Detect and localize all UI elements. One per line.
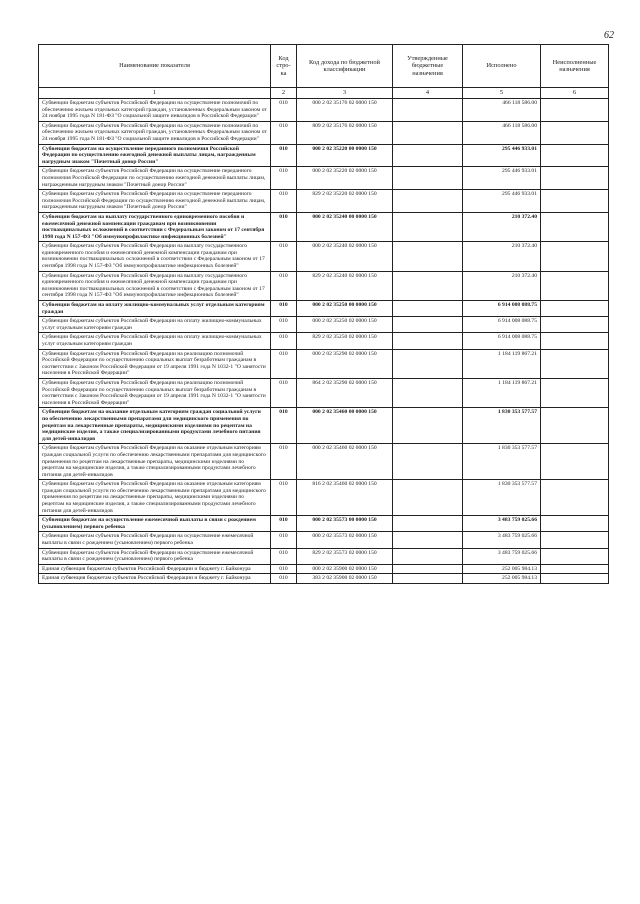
table-row: [39, 574, 609, 584]
row-income-code: 000 2 02 35290 02 0000 150: [297, 349, 393, 378]
row-executed: 6 914 008 088.75: [463, 333, 541, 349]
column-number: 3: [297, 88, 393, 99]
row-approved: [393, 564, 463, 574]
row-executed: 1 830 353 577.57: [463, 408, 541, 444]
row-unexecuted: [541, 167, 609, 190]
row-unexecuted: [541, 121, 609, 144]
table-row: [39, 242, 609, 271]
row-line-code: 010: [271, 378, 297, 407]
row-income-code: 829 2 02 35250 02 0000 150: [297, 333, 393, 349]
row-income-code: 383 2 02 35900 02 0000 150: [297, 574, 393, 584]
row-name: Субвенции бюджетам субъектов Российской Федерации на выплату государственного единовременного пособия и ежемесячной денежной компенсации гражданам при возникновении поствакцинальных осложнений в соответствии с Федеральным законом от 17 сентября 1998 года N 157-ФЗ "Об иммунопрофилактике инфекционных болезней": [39, 242, 271, 271]
row-approved: [393, 480, 463, 516]
table-body: [39, 99, 609, 584]
row-name: Субвенции бюджетам субъектов Российской Федерации на осуществление переданного полномочия Российской Федерации по осуществлению ежегодной денежной выплаты лицам, награжденным нагрудным знаком "Почетный донор России": [39, 167, 271, 190]
table-row: [39, 444, 609, 480]
table-row: [39, 301, 609, 317]
row-approved: [393, 532, 463, 548]
row-approved: [393, 301, 463, 317]
row-income-code: 000 2 02 35460 02 0000 150: [297, 444, 393, 480]
row-line-code: 010: [271, 301, 297, 317]
row-income-code: 000 2 02 35220 02 0000 150: [297, 167, 393, 190]
row-line-code: 010: [271, 271, 297, 300]
row-executed: 466 118 586.00: [463, 99, 541, 122]
row-line-code: 010: [271, 408, 297, 444]
row-name: Субвенции бюджетам субъектов Российской Федерации на оказание отдельным категориям граждан социальной услуги по обеспечению лекарственными препаратами для медицинского применения по рецептам на лекарственные препараты, медицинскими изделиями по рецептам на медицинские изделия, а также специализированными продуктами лечебного питания для детей-инвалидов: [39, 480, 271, 516]
row-name: Субвенции бюджетам субъектов Российской Федерации на реализацию полномочий Российской Федерации по осуществлению социальных выплат безработным гражданам в соответствии с Законом Российской Федерации от 19 апреля 1991 года N 1032-1 "О занятости населения в Российской Федерации": [39, 378, 271, 407]
row-unexecuted: [541, 333, 609, 349]
table-row: [39, 212, 609, 241]
header-name: Наименование показателя: [39, 45, 271, 88]
row-unexecuted: [541, 480, 609, 516]
row-executed: 1 830 353 577.57: [463, 480, 541, 516]
row-unexecuted: [541, 564, 609, 574]
row-executed: 1 184 119 867.21: [463, 349, 541, 378]
row-name: Субвенции бюджетам на осуществление ежемесячной выплаты в связи с рождением (усыновлением) первого ребенка: [39, 516, 271, 532]
table-header-row: [39, 45, 609, 88]
table-row: [39, 333, 609, 349]
row-executed: 210 372.40: [463, 212, 541, 241]
row-name: Субвенции бюджетам субъектов Российской Федерации на оказание отдельным категориям граждан социальной услуги по обеспечению лекарственными препаратами для медицинского применения по рецептам на лекарственные препараты, медицинскими изделиями по рецептам на медицинские изделия, а также специализированными продуктами лечебного питания для детей-инвалидов: [39, 444, 271, 480]
table-row: [39, 190, 609, 213]
header-approved: Утвержденные бюджетные назначения: [393, 45, 463, 88]
row-approved: [393, 444, 463, 480]
row-name: Субвенции бюджетам субъектов Российской Федерации на осуществление полномочий по обеспечению жильем отдельных категорий граждан, установленных Федеральным законом от 24 ноября 1995 года N 181-ФЗ "О социальной защите инвалидов в Российской Федерации": [39, 121, 271, 144]
row-name: Субвенции бюджетам субъектов Российской Федерации на реализацию полномочий Российской Федерации по осуществлению социальных выплат безработным гражданам в соответствии с Законом Российской Федерации от 19 апреля 1991 года N 1032-1 "О занятости населения в Российской Федерации": [39, 349, 271, 378]
row-income-code: 829 2 02 35220 02 0000 150: [297, 190, 393, 213]
row-approved: [393, 317, 463, 333]
row-executed: 295 446 933.01: [463, 167, 541, 190]
table-row: [39, 378, 609, 407]
row-executed: 6 914 008 088.75: [463, 317, 541, 333]
row-unexecuted: [541, 378, 609, 407]
row-income-code: 000 2 02 35900 02 0000 150: [297, 564, 393, 574]
column-number: 2: [271, 88, 297, 99]
row-approved: [393, 378, 463, 407]
column-number: 5: [463, 88, 541, 99]
row-unexecuted: [541, 548, 609, 564]
header-executed: Исполнено: [463, 45, 541, 88]
row-approved: [393, 242, 463, 271]
row-line-code: 010: [271, 212, 297, 241]
row-line-code: 010: [271, 444, 297, 480]
row-income-code: 000 2 02 35240 02 0000 150: [297, 242, 393, 271]
row-line-code: 010: [271, 167, 297, 190]
row-income-code: 000 2 02 35250 00 0000 150: [297, 301, 393, 317]
table-row: [39, 548, 609, 564]
row-approved: [393, 349, 463, 378]
row-line-code: 010: [271, 532, 297, 548]
row-executed: 252 005 984.13: [463, 574, 541, 584]
row-approved: [393, 212, 463, 241]
row-executed: 252 005 984.13: [463, 564, 541, 574]
header-code: Код стро-ка: [271, 45, 297, 88]
row-unexecuted: [541, 574, 609, 584]
row-income-code: 829 2 02 35573 02 0000 150: [297, 548, 393, 564]
row-line-code: 010: [271, 516, 297, 532]
column-number: 4: [393, 88, 463, 99]
row-line-code: 010: [271, 242, 297, 271]
table-row: [39, 516, 609, 532]
row-name: Субвенции бюджетам на выплату государственного единовременного пособия и ежемесячной денежной компенсации гражданам при возникновении поствакцинальных осложнений в соответствии с Федеральным законом от 17 сентября 1998 года N 157-ФЗ "Об иммунопрофилактике инфекционных болезней": [39, 212, 271, 241]
table-row: [39, 408, 609, 444]
row-unexecuted: [541, 144, 609, 167]
row-approved: [393, 333, 463, 349]
row-line-code: 010: [271, 333, 297, 349]
table-row: [39, 532, 609, 548]
row-executed: 295 446 933.01: [463, 144, 541, 167]
row-unexecuted: [541, 301, 609, 317]
row-unexecuted: [541, 190, 609, 213]
row-name: Единая субвенция бюджетам субъектов Российской Федерации и бюджету г. Байконура: [39, 564, 271, 574]
row-line-code: 010: [271, 121, 297, 144]
row-line-code: 010: [271, 574, 297, 584]
row-approved: [393, 99, 463, 122]
column-number: 1: [39, 88, 271, 99]
row-name: Единая субвенция бюджетам субъектов Российской Федерации и бюджету г. Байконура: [39, 574, 271, 584]
row-line-code: 010: [271, 564, 297, 574]
row-line-code: 010: [271, 349, 297, 378]
column-number-row: [39, 88, 609, 99]
row-name: Субвенции бюджетам на оплату жилищно-коммунальных услуг отдельным категориям граждан: [39, 301, 271, 317]
row-name: Субвенции бюджетам субъектов Российской Федерации на осуществление ежемесячной выплаты в связи с рождением (усыновлением) первого ребенка: [39, 532, 271, 548]
table-row: [39, 271, 609, 300]
row-approved: [393, 271, 463, 300]
column-number: 6: [541, 88, 609, 99]
row-income-code: 000 2 02 35460 00 0000 150: [297, 408, 393, 444]
table-row: [39, 480, 609, 516]
row-approved: [393, 121, 463, 144]
row-line-code: 010: [271, 144, 297, 167]
row-approved: [393, 408, 463, 444]
row-line-code: 010: [271, 99, 297, 122]
row-executed: 6 914 008 088.75: [463, 301, 541, 317]
header-unexecuted: Неисполненные назначения: [541, 45, 609, 88]
row-name: Субвенции бюджетам субъектов Российской Федерации на осуществление переданного полномочия Российской Федерации по осуществлению ежегодной денежной выплаты лицам, награжденным нагрудным знаком "Почетный донор России": [39, 190, 271, 213]
row-executed: 3 483 759 025.66: [463, 532, 541, 548]
row-name: Субвенции бюджетам субъектов Российской Федерации на оплату жилищно-коммунальных услуг отдельным категориям граждан: [39, 333, 271, 349]
row-line-code: 010: [271, 317, 297, 333]
header-income-code: Код дохода по бюджетной классификации: [297, 45, 393, 88]
row-unexecuted: [541, 532, 609, 548]
row-approved: [393, 144, 463, 167]
row-executed: 210 372.40: [463, 242, 541, 271]
row-unexecuted: [541, 99, 609, 122]
row-executed: 3 483 759 025.66: [463, 548, 541, 564]
row-executed: 466 118 586.00: [463, 121, 541, 144]
row-unexecuted: [541, 242, 609, 271]
row-name: Субвенции бюджетам субъектов Российской Федерации на осуществление полномочий по обеспечению жильем отдельных категорий граждан, установленных Федеральным законом от 24 ноября 1995 года N 181-ФЗ "О социальной защите инвалидов в Российской Федерации": [39, 99, 271, 122]
row-name: Субвенции бюджетам субъектов Российской Федерации на оплату жилищно-коммунальных услуг отдельным категориям граждан: [39, 317, 271, 333]
row-executed: 1 184 119 867.21: [463, 378, 541, 407]
row-income-code: 000 2 02 35240 00 0000 150: [297, 212, 393, 241]
row-income-code: 816 2 02 35460 02 0000 150: [297, 480, 393, 516]
row-approved: [393, 190, 463, 213]
row-income-code: 809 2 02 35176 02 0000 150: [297, 121, 393, 144]
row-executed: 3 483 759 025.66: [463, 516, 541, 532]
table-row: [39, 144, 609, 167]
row-name: Субвенции бюджетам субъектов Российской Федерации на осуществление ежемесячной выплаты в связи с рождением (усыновлением) первого ребенка: [39, 548, 271, 564]
table-row: [39, 564, 609, 574]
row-income-code: 000 2 02 35250 02 0000 150: [297, 317, 393, 333]
row-income-code: 000 2 02 35176 02 0000 150: [297, 99, 393, 122]
row-unexecuted: [541, 212, 609, 241]
table-row: [39, 99, 609, 122]
table-row: [39, 121, 609, 144]
page-number: 62: [604, 30, 614, 41]
row-income-code: 829 2 02 35240 02 0000 150: [297, 271, 393, 300]
table-row: [39, 317, 609, 333]
row-income-code: 000 2 02 35573 02 0000 150: [297, 532, 393, 548]
row-unexecuted: [541, 516, 609, 532]
row-approved: [393, 548, 463, 564]
row-line-code: 010: [271, 190, 297, 213]
row-approved: [393, 574, 463, 584]
row-name: Субвенции бюджетам на осуществление переданного полномочия Российской Федерации по осуществлению ежегодной денежной выплаты лицам, награжденным нагрудным знаком "Почетный донор России": [39, 144, 271, 167]
table-row: [39, 167, 609, 190]
row-name: Субвенции бюджетам субъектов Российской Федерации на выплату государственного единовременного пособия и ежемесячной денежной компенсации гражданам при возникновении поствакцинальных осложнений в соответствии с Федеральным законом от 17 сентября 1998 года N 157-ФЗ "Об иммунопрофилактике инфекционных болезней": [39, 271, 271, 300]
row-executed: 1 830 353 577.57: [463, 444, 541, 480]
row-unexecuted: [541, 444, 609, 480]
row-executed: 210 372.40: [463, 271, 541, 300]
report-table: [38, 44, 609, 584]
row-line-code: 010: [271, 548, 297, 564]
row-approved: [393, 167, 463, 190]
row-line-code: 010: [271, 480, 297, 516]
row-income-code: 864 2 02 35290 02 0000 150: [297, 378, 393, 407]
row-unexecuted: [541, 271, 609, 300]
table-row: [39, 349, 609, 378]
row-unexecuted: [541, 408, 609, 444]
row-unexecuted: [541, 317, 609, 333]
row-income-code: 000 2 02 35573 00 0000 150: [297, 516, 393, 532]
row-unexecuted: [541, 349, 609, 378]
row-income-code: 000 2 02 35220 00 0000 150: [297, 144, 393, 167]
row-name: Субвенции бюджетам на оказание отдельным категориям граждан социальной услуги по обеспечению лекарственными препаратами для медицинского применения по рецептам на лекарственные препараты, медицинскими изделиями по рецептам на медицинские изделия, а также специализированными продуктами лечебного питания для детей-инвалидов: [39, 408, 271, 444]
row-approved: [393, 516, 463, 532]
row-executed: 295 446 933.01: [463, 190, 541, 213]
